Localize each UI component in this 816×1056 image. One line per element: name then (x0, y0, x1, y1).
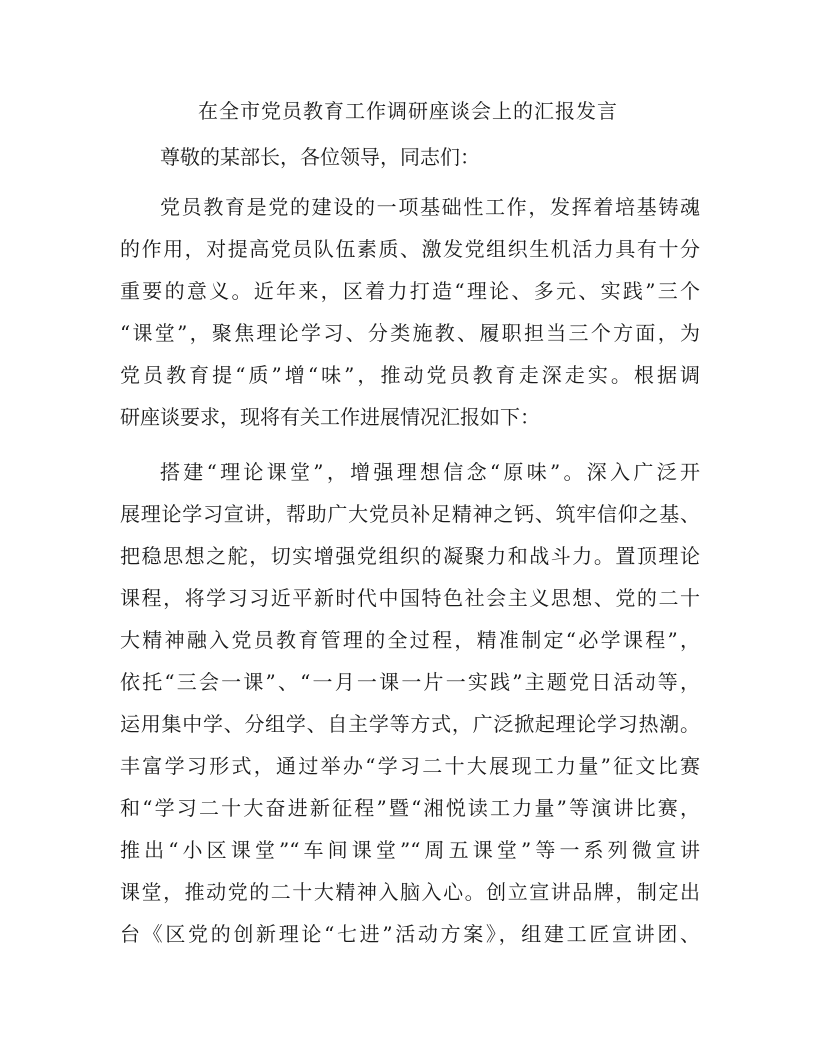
greeting-line: 尊敬的某部长，各位领导，同志们： (160, 145, 480, 169)
paragraph-1 (120, 186, 700, 438)
paragraph-line: 把稳思想之舵，切实增强党组织的凝聚力和战斗力。置顶理论 (120, 544, 700, 568)
paragraph-line: 推出“小区课堂”“车间课堂”“周五课堂”等一系列微宣讲 (120, 838, 700, 862)
paragraph-line: 的作用，对提高党员队伍素质、激发党组织生机活力具有十分 (120, 237, 700, 261)
paragraph-line: 党员教育是党的建设的一项基础性工作，发挥着培基铸魂 (160, 195, 700, 219)
paragraph-line: 丰富学习形式，通过举办“学习二十大展现工力量”征文比赛 (120, 754, 700, 778)
paragraph-line: 大精神融入党员教育管理的全过程，精准制定“必学课程”， (120, 628, 700, 652)
paragraph-line: 重要的意义。近年来，区着力打造“理论、多元、实践”三个 (120, 279, 700, 303)
paragraph-line: 党员教育提“质”增“味”，推动党员教育走深走实。根据调 (120, 363, 700, 387)
paragraph-line: 台《区党的创新理论“七进”活动方案》，组建工匠宣讲团、 (120, 922, 700, 946)
document-title: 在全市党员教育工作调研座谈会上的汇报发言 (198, 99, 618, 123)
paragraph-line: 课堂，推动党的二十大精神入脑入心。创立宣讲品牌，制定出 (120, 880, 700, 904)
paragraph-line: 和“学习二十大奋进新征程”暨“湘悦读工力量”等演讲比赛， (120, 796, 700, 820)
paragraph-line: 运用集中学、分组学、自主学等方式，广泛掀起理论学习热潮。 (120, 712, 700, 736)
paragraph-line: 课程，将学习习近平新时代中国特色社会主义思想、党的二十 (120, 586, 700, 610)
paragraph-line: 展理论学习宣讲，帮助广大党员补足精神之钙、筑牢信仰之基、 (120, 502, 700, 526)
paragraph-line: 搭建“理论课堂”，增强理想信念“原味”。深入广泛开 (160, 460, 700, 484)
paragraph-2 (120, 451, 700, 955)
paragraph-line: 研座谈要求，现将有关工作进展情况汇报如下： (120, 405, 540, 429)
greeting-block (120, 136, 700, 178)
paragraph-line: “课堂”，聚焦理论学习、分类施教、履职担当三个方面，为 (120, 321, 700, 345)
paragraph-line: 依托“三会一课”、“一月一课一片一实践”主题党日活动等， (120, 670, 700, 694)
